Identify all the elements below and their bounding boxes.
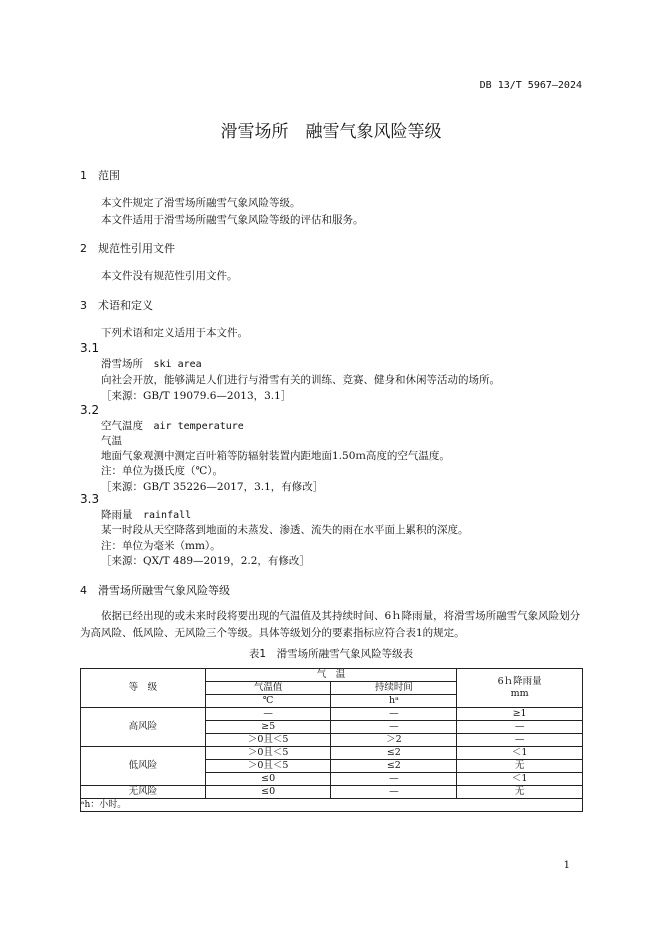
cell-duration: —: [331, 721, 457, 734]
cell-rain: ≥1: [457, 708, 583, 721]
cell-duration: ≤2: [331, 747, 457, 760]
term-note: [101, 538, 221, 553]
document-title: 滑雪场所 融雪气象风险等级: [220, 122, 442, 142]
cell-temp: ≤0: [205, 773, 331, 786]
section-3-heading: [80, 297, 153, 313]
header-rainfall: [457, 669, 583, 708]
header-temp-value: 气温值: [205, 682, 331, 695]
section-number: 4: [80, 584, 87, 597]
table-row: [81, 786, 583, 799]
section-title: 范围: [98, 169, 120, 182]
paragraph: 下列术语和定义适用于本文件。: [101, 327, 248, 339]
term-en: air temperature: [153, 421, 244, 432]
term-heading: [101, 356, 202, 371]
cell-temp: —: [205, 708, 331, 721]
header-level: 等 级: [81, 669, 206, 708]
cell-duration: —: [331, 708, 457, 721]
section-title: 术语和定义: [98, 299, 153, 312]
cell-rain: —: [457, 721, 583, 734]
term-cn: 空气温度: [101, 420, 143, 432]
cell-rain: —: [457, 734, 583, 747]
term-note: [101, 463, 223, 478]
section-number: 3: [80, 299, 87, 312]
cell-duration: —: [331, 773, 457, 786]
section-title: 滑雪场所融雪气象风险等级: [98, 584, 230, 597]
level-high: 高风险: [81, 708, 206, 747]
section-number: 2: [80, 242, 87, 255]
cell-temp: ＞0且＜5: [205, 747, 331, 760]
note-text: 单位为毫米（mm）。: [122, 540, 221, 552]
term-heading: [101, 418, 244, 433]
section-2-heading: [80, 240, 175, 256]
note-label: 注：: [101, 540, 122, 552]
header-temp-unit: ℃: [205, 695, 331, 708]
term-number: 3.1: [80, 341, 100, 355]
header-duration-unit: hᵃ: [331, 695, 457, 708]
cell-duration: —: [331, 786, 457, 799]
term-definition: 地面气象观测中测定百叶箱等防辐射装置内距地面1.50ｍ高度的空气温度。: [101, 450, 450, 462]
section-title: 规范性引用文件: [98, 242, 175, 255]
level-none: 无风险: [81, 786, 206, 799]
paragraph: 依据已经出现的或未来时段将要出现的气温值及其持续时间、6ｈ降雨量，将滑雪场所融雪气象风险划分为高风险、低风险、无风险三个等级。具体等级划分的要素指标应符合表1的规定。: [80, 610, 581, 639]
document-id: DB 13/T 5967—2024: [479, 80, 582, 91]
term-number: 3.2: [80, 403, 100, 417]
term-source: ［来源：GB/T 35226—2017，3.1，有修改］: [101, 481, 324, 493]
section-1-heading: [80, 167, 120, 183]
term-source: ［来源：GB/T 19079.6—2013，3.1］: [101, 390, 292, 402]
level-low: 低风险: [81, 747, 206, 786]
table-caption: 表1 滑雪场所融雪气象风险等级表: [248, 648, 414, 660]
header-rainfall-label: 6ｈ降雨量: [497, 676, 542, 687]
cell-duration: ≤2: [331, 760, 457, 773]
table-row: [81, 708, 583, 721]
cell-rain: 无: [457, 786, 583, 799]
term-definition: 向社会开放，能够满足人们进行与滑雪有关的训练、竞赛、健身和休闲等活动的场所。: [101, 374, 500, 386]
term-cn: 滑雪场所: [101, 358, 143, 370]
cell-temp: ＞0且＜5: [205, 760, 331, 773]
paragraph: 本文件规定了滑雪场所融雪气象风险等级。: [101, 197, 301, 209]
section-4-heading: [80, 582, 230, 598]
table-row: [81, 747, 583, 760]
cell-temp: ＞0且＜5: [205, 734, 331, 747]
paragraph: 本文件没有规范性引用文件。: [101, 270, 238, 282]
note-label: 注：: [101, 465, 122, 477]
cell-duration: ＞2: [331, 734, 457, 747]
cell-rain: 无: [457, 760, 583, 773]
page-number: 1: [563, 860, 570, 871]
cell-temp: ≤0: [205, 786, 331, 799]
term-source: ［来源：QX/T 489—2019，2.2，有修改］: [101, 555, 310, 567]
term-heading: [101, 507, 191, 522]
cell-rain: ＜1: [457, 773, 583, 786]
term-en: rainfall: [143, 510, 192, 521]
paragraph: 本文件适用于滑雪场所融雪气象风险等级的评估和服务。: [101, 214, 364, 226]
table-footnote: ᵃh：小时。: [81, 799, 583, 812]
term-number: 3.3: [80, 492, 100, 506]
note-text: 单位为摄氏度（℃）。: [122, 465, 223, 477]
header-temperature-group: 气 温: [205, 669, 456, 682]
cell-rain: ＜1: [457, 747, 583, 760]
term-en: ski area: [153, 359, 202, 370]
term-definition: 某一时段从天空降落到地面的未蒸发、渗透、流失的雨在水平面上累积的深度。: [101, 524, 469, 536]
term-alias: 气温: [101, 435, 122, 447]
header-duration: 持续时间: [331, 682, 457, 695]
risk-level-table: [80, 668, 583, 812]
header-rainfall-unit: mm: [510, 688, 529, 699]
section-number: 1: [80, 169, 87, 182]
term-cn: 降雨量: [101, 509, 133, 521]
cell-temp: ≥5: [205, 721, 331, 734]
